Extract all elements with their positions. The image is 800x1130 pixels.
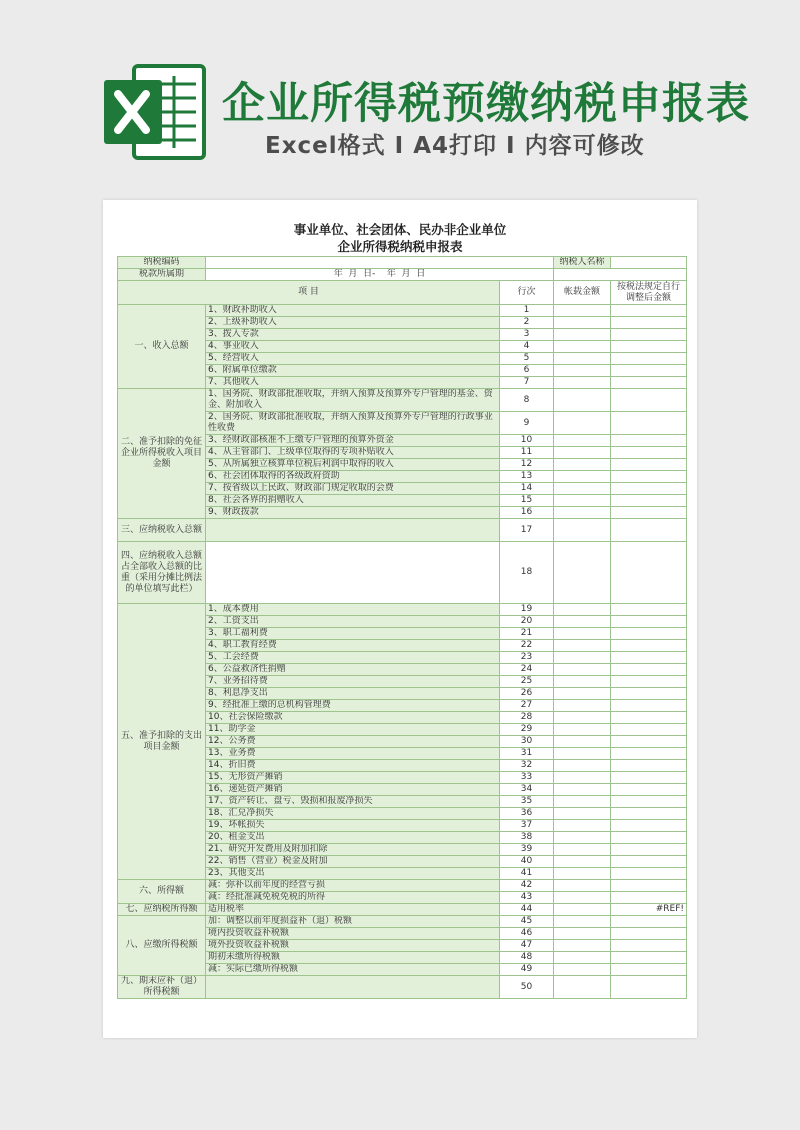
item-cell: 适用税率: [206, 904, 500, 916]
adjusted-amount-cell[interactable]: [611, 519, 687, 542]
section-label: 六、所得额: [118, 880, 206, 904]
adjusted-amount-cell[interactable]: [611, 616, 687, 628]
book-amount-cell[interactable]: [554, 976, 611, 999]
adjusted-amount-cell[interactable]: [611, 820, 687, 832]
adjusted-amount-cell[interactable]: [611, 652, 687, 664]
section-label: 五、准予扣除的支出项目金额: [118, 604, 206, 880]
taxpayer-name-label: 纳税人名称: [554, 257, 611, 269]
adjusted-amount-cell[interactable]: [611, 832, 687, 844]
line-number-cell: 29: [500, 724, 554, 736]
item-cell: 11、助学金: [206, 724, 500, 736]
book-amount-cell[interactable]: [554, 904, 611, 916]
line-number-cell: 8: [500, 389, 554, 412]
item-cell: 2、工资支出: [206, 616, 500, 628]
book-amount-cell[interactable]: [554, 329, 611, 341]
book-amount-cell[interactable]: [554, 916, 611, 928]
form-row: [118, 519, 687, 542]
adjusted-amount-cell[interactable]: [611, 412, 687, 435]
item-cell: 减：弥补以前年度的经营亏损: [206, 880, 500, 892]
adjusted-header: 按税法规定自行调整后金额: [611, 281, 687, 305]
book-amount-cell[interactable]: [554, 507, 611, 519]
book-amount-cell[interactable]: [554, 542, 611, 604]
line-number-cell: 36: [500, 808, 554, 820]
item-cell: 5、工会经费: [206, 652, 500, 664]
item-cell: 23、其他支出: [206, 868, 500, 880]
line-number-cell: 19: [500, 604, 554, 616]
line-header: 行次: [500, 281, 554, 305]
adjusted-amount-cell[interactable]: [611, 772, 687, 784]
adjusted-amount-cell[interactable]: [611, 317, 687, 329]
form-row: [118, 389, 687, 412]
book-amount-cell[interactable]: [554, 796, 611, 808]
item-cell: 8、利息净支出: [206, 688, 500, 700]
tax-form-table: [117, 256, 687, 999]
adjusted-amount-cell[interactable]: [611, 447, 687, 459]
item-cell: [206, 519, 500, 542]
book-amount-cell[interactable]: [554, 365, 611, 377]
adjusted-amount-cell[interactable]: [611, 880, 687, 892]
book-amount-cell[interactable]: [554, 640, 611, 652]
line-number-cell: 49: [500, 964, 554, 976]
item-cell: 3、拨入专款: [206, 329, 500, 341]
line-number-cell: 21: [500, 628, 554, 640]
form-row: [118, 976, 687, 999]
banner-title: 企业所得税预缴纳税申报表: [222, 79, 750, 129]
book-amount-cell[interactable]: [554, 353, 611, 365]
book-amount-cell[interactable]: [554, 688, 611, 700]
book-amount-cell[interactable]: [554, 628, 611, 640]
book-amount-cell[interactable]: [554, 820, 611, 832]
book-amount-cell[interactable]: [554, 808, 611, 820]
adjusted-amount-cell[interactable]: [611, 640, 687, 652]
adjusted-amount-cell[interactable]: [611, 796, 687, 808]
item-cell: 1、国务院、财政部批准收取，并纳入预算及预算外专户管理的基金、资金、附加收入: [206, 389, 500, 412]
line-number-cell: 5: [500, 353, 554, 365]
book-amount-cell[interactable]: [554, 868, 611, 880]
book-amount-cell[interactable]: [554, 604, 611, 616]
book-amount-cell[interactable]: [554, 724, 611, 736]
tax-form-sheet: [103, 200, 697, 1038]
section-label: 七、应纳税所得额: [118, 904, 206, 916]
taxpayer-name-input[interactable]: [611, 257, 687, 269]
book-amount-header: 帐载金额: [554, 281, 611, 305]
book-amount-cell[interactable]: [554, 736, 611, 748]
line-number-cell: 7: [500, 377, 554, 389]
item-cell: 1、财政补助收入: [206, 305, 500, 317]
item-cell: 10、社会保险缴款: [206, 712, 500, 724]
item-cell: 13、业务费: [206, 748, 500, 760]
line-number-cell: 11: [500, 447, 554, 459]
item-cell: 9、财政拨款: [206, 507, 500, 519]
book-amount-cell[interactable]: [554, 317, 611, 329]
line-number-cell: 14: [500, 483, 554, 495]
line-number-cell: 41: [500, 868, 554, 880]
adjusted-amount-cell[interactable]: [611, 507, 687, 519]
form-row: [118, 542, 687, 604]
form-row: [118, 880, 687, 892]
item-cell: 7、业务招待费: [206, 676, 500, 688]
book-amount-cell[interactable]: [554, 748, 611, 760]
line-number-cell: 25: [500, 676, 554, 688]
item-cell: 12、公务费: [206, 736, 500, 748]
item-cell: 18、汇兑净损失: [206, 808, 500, 820]
book-amount-cell[interactable]: [554, 676, 611, 688]
item-cell: [206, 542, 500, 604]
line-number-cell: 30: [500, 736, 554, 748]
adjusted-amount-cell[interactable]: [611, 784, 687, 796]
section-label: 九、期末应补（退）所得税额: [118, 976, 206, 999]
book-amount-cell[interactable]: [554, 928, 611, 940]
adjusted-amount-cell[interactable]: [611, 664, 687, 676]
line-number-cell: 43: [500, 892, 554, 904]
adjusted-amount-cell[interactable]: [611, 808, 687, 820]
banner-subtitle: Excel格式 I A4打印 I 内容可修改: [265, 133, 645, 159]
item-cell: 22、销售（营业）税金及附加: [206, 856, 500, 868]
adjusted-amount-cell[interactable]: [611, 459, 687, 471]
adjusted-amount-cell[interactable]: #REF!: [611, 904, 687, 916]
line-number-cell: 31: [500, 748, 554, 760]
line-number-cell: 40: [500, 856, 554, 868]
book-amount-cell[interactable]: [554, 305, 611, 317]
adjusted-amount-cell[interactable]: [611, 700, 687, 712]
item-cell: 6、公益救济性捐赠: [206, 664, 500, 676]
line-number-cell: 32: [500, 760, 554, 772]
line-number-cell: 44: [500, 904, 554, 916]
adjusted-amount-cell[interactable]: [611, 471, 687, 483]
line-number-cell: 50: [500, 976, 554, 999]
book-amount-cell[interactable]: [554, 377, 611, 389]
book-amount-cell[interactable]: [554, 447, 611, 459]
adjusted-amount-cell[interactable]: [611, 724, 687, 736]
excel-icon: [100, 62, 208, 162]
line-number-cell: 15: [500, 495, 554, 507]
adjusted-amount-cell[interactable]: [611, 353, 687, 365]
adjusted-amount-cell[interactable]: [611, 856, 687, 868]
item-cell: 境内投资收益补税额: [206, 928, 500, 940]
item-header: 项 目: [118, 281, 500, 305]
item-cell: 4、职工教育经费: [206, 640, 500, 652]
line-number-cell: 46: [500, 928, 554, 940]
line-number-cell: 48: [500, 952, 554, 964]
book-amount-cell[interactable]: [554, 760, 611, 772]
line-number-cell: 34: [500, 784, 554, 796]
book-amount-cell[interactable]: [554, 940, 611, 952]
item-cell: [206, 976, 500, 999]
line-number-cell: 37: [500, 820, 554, 832]
line-number-cell: 24: [500, 664, 554, 676]
adjusted-amount-cell[interactable]: [611, 976, 687, 999]
book-amount-cell[interactable]: [554, 772, 611, 784]
promo-banner: [0, 0, 800, 190]
line-number-cell: 33: [500, 772, 554, 784]
adjusted-amount-cell[interactable]: [611, 604, 687, 616]
item-cell: 15、无形资产摊销: [206, 772, 500, 784]
book-amount-cell[interactable]: [554, 435, 611, 447]
book-amount-cell[interactable]: [554, 964, 611, 976]
section-label: 一、收入总额: [118, 305, 206, 389]
item-cell: 减：经批准减免税免税的所得: [206, 892, 500, 904]
line-number-cell: 4: [500, 341, 554, 353]
adjusted-amount-cell[interactable]: [611, 688, 687, 700]
item-cell: 7、按省级以上民政、财政部门规定收取的会费: [206, 483, 500, 495]
item-cell: 1、成本费用: [206, 604, 500, 616]
book-amount-cell[interactable]: [554, 389, 611, 412]
item-cell: 14、折旧费: [206, 760, 500, 772]
adjusted-amount-cell[interactable]: [611, 377, 687, 389]
item-cell: 20、租金支出: [206, 832, 500, 844]
line-number-cell: 22: [500, 640, 554, 652]
section-label: 三、应纳税收入总额: [118, 519, 206, 542]
book-amount-cell[interactable]: [554, 952, 611, 964]
adjusted-amount-cell[interactable]: [611, 628, 687, 640]
book-amount-cell[interactable]: [554, 844, 611, 856]
period-label: 税款所属期: [118, 269, 206, 281]
period-value[interactable]: 年 月 日- 年 月 日: [206, 269, 554, 281]
period-row: [118, 269, 687, 281]
line-number-cell: 2: [500, 317, 554, 329]
line-number-cell: 35: [500, 796, 554, 808]
item-cell: 3、经财政部核准不上缴专户管理的预算外资金: [206, 435, 500, 447]
book-amount-cell[interactable]: [554, 495, 611, 507]
adjusted-amount-cell[interactable]: [611, 940, 687, 952]
line-number-cell: 47: [500, 940, 554, 952]
adjusted-amount-cell[interactable]: [611, 868, 687, 880]
item-cell: 期初未缴所得税额: [206, 952, 500, 964]
book-amount-cell[interactable]: [554, 700, 611, 712]
section-label: 八、应缴所得税额: [118, 916, 206, 976]
item-cell: 境外投资收益补税额: [206, 940, 500, 952]
adjusted-amount-cell[interactable]: [611, 844, 687, 856]
book-amount-cell[interactable]: [554, 412, 611, 435]
form-row: [118, 904, 687, 916]
line-number-cell: 18: [500, 542, 554, 604]
form-row: [118, 305, 687, 317]
period-blank: [554, 269, 687, 281]
book-amount-cell[interactable]: [554, 341, 611, 353]
adjusted-amount-cell[interactable]: [611, 435, 687, 447]
line-number-cell: 9: [500, 412, 554, 435]
form-row: [118, 604, 687, 616]
book-amount-cell[interactable]: [554, 459, 611, 471]
book-amount-cell[interactable]: [554, 892, 611, 904]
book-amount-cell[interactable]: [554, 712, 611, 724]
item-cell: 9、经批准上缴的总机构管理费: [206, 700, 500, 712]
adjusted-amount-cell[interactable]: [611, 676, 687, 688]
book-amount-cell[interactable]: [554, 856, 611, 868]
adjusted-amount-cell[interactable]: [611, 760, 687, 772]
section-label: 二、准予扣除的免征企业所得税收入项目金额: [118, 389, 206, 519]
tax-code-row: [118, 257, 687, 269]
item-cell: 21、研究开发费用及附加扣除: [206, 844, 500, 856]
item-cell: 6、社会团体取得的各级政府资助: [206, 471, 500, 483]
book-amount-cell[interactable]: [554, 832, 611, 844]
line-number-cell: 39: [500, 844, 554, 856]
adjusted-amount-cell[interactable]: [611, 952, 687, 964]
line-number-cell: 16: [500, 507, 554, 519]
line-number-cell: 26: [500, 688, 554, 700]
book-amount-cell[interactable]: [554, 519, 611, 542]
line-number-cell: 38: [500, 832, 554, 844]
adjusted-amount-cell[interactable]: [611, 964, 687, 976]
adjusted-amount-cell[interactable]: [611, 495, 687, 507]
item-cell: 加：调整以前年度损益补（退）税额: [206, 916, 500, 928]
item-cell: 16、递延资产摊销: [206, 784, 500, 796]
line-number-cell: 1: [500, 305, 554, 317]
book-amount-cell[interactable]: [554, 483, 611, 495]
line-number-cell: 27: [500, 700, 554, 712]
adjusted-amount-cell[interactable]: [611, 329, 687, 341]
line-number-cell: 6: [500, 365, 554, 377]
item-cell: 3、职工福利费: [206, 628, 500, 640]
tax-code-label: 纳税编码: [118, 257, 206, 269]
line-number-cell: 17: [500, 519, 554, 542]
adjusted-amount-cell[interactable]: [611, 916, 687, 928]
line-number-cell: 42: [500, 880, 554, 892]
book-amount-cell[interactable]: [554, 616, 611, 628]
line-number-cell: 12: [500, 459, 554, 471]
adjusted-amount-cell[interactable]: [611, 748, 687, 760]
item-cell: 2、上级补助收入: [206, 317, 500, 329]
adjusted-amount-cell[interactable]: [611, 892, 687, 904]
line-number-cell: 45: [500, 916, 554, 928]
adjusted-amount-cell[interactable]: [611, 483, 687, 495]
book-amount-cell[interactable]: [554, 471, 611, 483]
item-cell: 19、坏帐损失: [206, 820, 500, 832]
item-cell: 2、国务院、财政部批准收取，并纳入预算及预算外专户管理的行政事业性收费: [206, 412, 500, 435]
book-amount-cell[interactable]: [554, 664, 611, 676]
book-amount-cell[interactable]: [554, 652, 611, 664]
header-row: [118, 281, 687, 305]
line-number-cell: 10: [500, 435, 554, 447]
item-cell: 4、事业收入: [206, 341, 500, 353]
item-cell: 5、经营收入: [206, 353, 500, 365]
adjusted-amount-cell[interactable]: [611, 712, 687, 724]
adjusted-amount-cell[interactable]: [611, 389, 687, 412]
adjusted-amount-cell[interactable]: [611, 305, 687, 317]
item-cell: 减：实际已缴所得税额: [206, 964, 500, 976]
adjusted-amount-cell[interactable]: [611, 736, 687, 748]
adjusted-amount-cell[interactable]: [611, 928, 687, 940]
line-number-cell: 13: [500, 471, 554, 483]
line-number-cell: 23: [500, 652, 554, 664]
tax-code-input[interactable]: [206, 257, 554, 269]
line-number-cell: 28: [500, 712, 554, 724]
adjusted-amount-cell[interactable]: [611, 341, 687, 353]
form-row: [118, 916, 687, 928]
line-number-cell: 3: [500, 329, 554, 341]
item-cell: 6、附属单位缴款: [206, 365, 500, 377]
item-cell: 8、社会各界的捐赠收入: [206, 495, 500, 507]
book-amount-cell[interactable]: [554, 784, 611, 796]
section-label: 四、应纳税收入总额占全部收入总额的比重（采用分摊比例法的单位填写此栏）: [118, 542, 206, 604]
line-number-cell: 20: [500, 616, 554, 628]
form-title-line2: 企业所得税纳税申报表: [337, 239, 463, 254]
item-cell: 4、从主管部门、上级单位取得的专项补贴收入: [206, 447, 500, 459]
adjusted-amount-cell[interactable]: [611, 365, 687, 377]
item-cell: 17、资产转让、盘亏、毁损和报废净损失: [206, 796, 500, 808]
item-cell: 5、从所属独立核算单位税后利润中取得的收入: [206, 459, 500, 471]
adjusted-amount-cell[interactable]: [611, 542, 687, 604]
book-amount-cell[interactable]: [554, 880, 611, 892]
item-cell: 7、其他收入: [206, 377, 500, 389]
form-title-line1: 事业单位、社会团体、民办非企业单位: [293, 222, 507, 237]
